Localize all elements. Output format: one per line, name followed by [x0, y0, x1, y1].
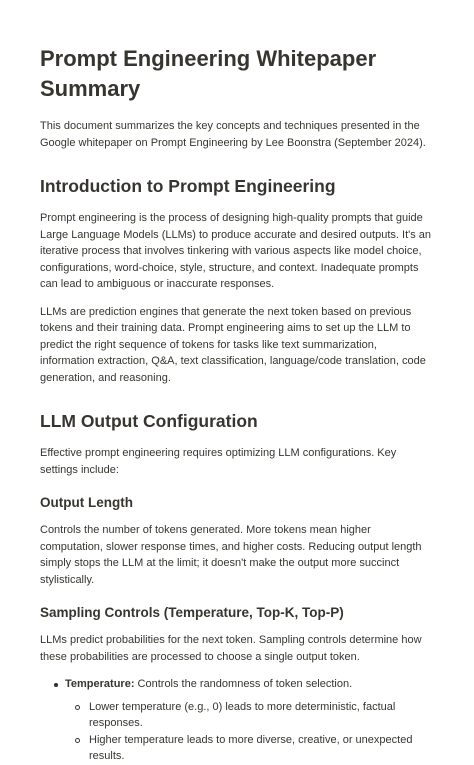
sampling-list: [40, 676, 434, 765]
temperature-label: Temperature:: [65, 678, 135, 690]
heading-introduction: Introduction to Prompt Engineering: [40, 176, 336, 196]
sublist-item: [65, 699, 434, 732]
heading-sampling-controls: Sampling Controls (Temperature, Top-K, Top-P): [40, 605, 344, 620]
bullet-dot-icon: [54, 683, 58, 687]
sublist-item-text: Higher temperature leads to more diverse, creative, or unexpected results.: [89, 733, 413, 762]
list-item-temperature: [40, 676, 434, 765]
bullet-circle-icon: [75, 738, 80, 743]
output-length-paragraph: Controls the number of tokens generated. More tokens mean higher computation, slower response times, and higher costs. Reducing output length simply stops the LLM at the limit; it doesn't make the output more succinct stylistically.: [40, 524, 422, 586]
intro-paragraph: This document summarizes the key concepts and techniques presented in the Google whitepaper on Prompt Engineering by Lee Boonstra (September 2024).: [40, 120, 426, 149]
introduction-paragraph-1: Prompt engineering is the process of designing high-quality prompts that guide Large Language Models (LLMs) to produce accurate and desired outputs. It's an iterative process that involves tinkering with various aspects like model choice, configurations, word-choice, style, structure, and context. Inadequate prompts can lead to ambiguous or inaccurate responses.: [40, 212, 432, 290]
document-title: Prompt Engineering Whitepaper Summary: [40, 46, 377, 101]
bullet-circle-icon: [75, 705, 80, 710]
sublist-item: [65, 732, 434, 765]
temperature-sublist: [65, 699, 434, 765]
llm-output-paragraph: Effective prompt engineering requires optimizing LLM configurations. Key settings include:: [40, 447, 397, 476]
introduction-paragraph-2: LLMs are prediction engines that generate the next token based on previous tokens and their training data. Prompt engineering aims to set up the LLM to predict the right sequence of tokens for tasks like text summarization, information extraction, Q&A, text classification, language/code translation, code generation, and reasoning.: [40, 305, 426, 384]
heading-llm-output-configuration: LLM Output Configuration: [40, 411, 258, 431]
sublist-item-text: Lower temperature (e.g., 0) leads to more deterministic, factual responses.: [89, 700, 396, 729]
sampling-paragraph: LLMs predict probabilities for the next token. Sampling controls determine how these probabilities are processed to choose a single output token.: [40, 634, 422, 663]
temperature-text: Controls the randomness of token selection.: [134, 678, 353, 690]
heading-output-length: Output Length: [40, 495, 133, 510]
